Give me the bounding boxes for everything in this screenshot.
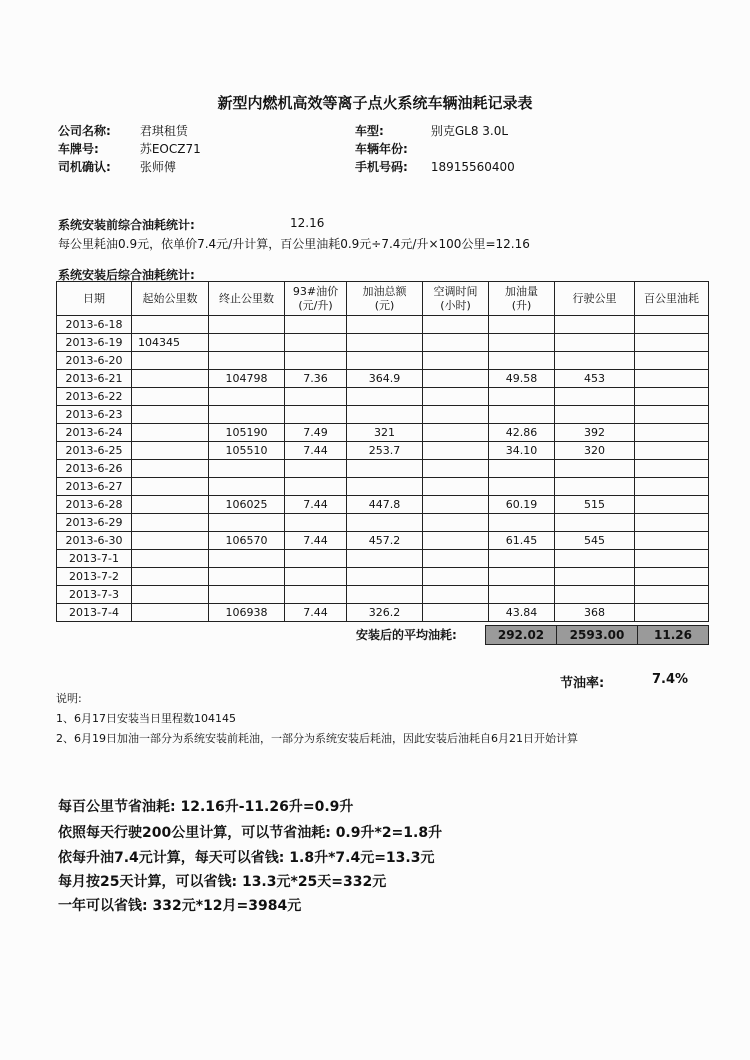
cell-ac-time <box>423 370 489 388</box>
cell-per100 <box>635 586 709 604</box>
cell-total <box>347 334 423 352</box>
cell-per100 <box>635 406 709 424</box>
cell-end-km: 106570 <box>209 532 285 550</box>
cell-ac-time <box>423 550 489 568</box>
cell-price <box>285 460 347 478</box>
cell-distance: 368 <box>555 604 635 622</box>
cell-date: 2013-6-18 <box>57 316 132 334</box>
cell-start-km <box>132 478 209 496</box>
cell-start-km <box>132 496 209 514</box>
cell-end-km: 105190 <box>209 424 285 442</box>
cell-start-km <box>132 568 209 586</box>
cell-fuel: 42.86 <box>489 424 555 442</box>
cell-end-km: 106025 <box>209 496 285 514</box>
cell-date: 2013-6-20 <box>57 352 132 370</box>
cell-ac-time <box>423 568 489 586</box>
cell-total <box>347 352 423 370</box>
table-row <box>57 352 709 370</box>
cell-total <box>347 388 423 406</box>
cell-ac-time <box>423 514 489 532</box>
cell-price <box>285 478 347 496</box>
cell-distance <box>555 352 635 370</box>
table-row <box>57 334 709 352</box>
company-label: 公司名称: <box>58 124 111 138</box>
table-row <box>57 370 709 388</box>
cell-start-km <box>132 442 209 460</box>
cell-ac-time <box>423 406 489 424</box>
cell-fuel <box>489 550 555 568</box>
driver-row <box>58 158 176 175</box>
cell-distance: 453 <box>555 370 635 388</box>
cell-fuel <box>489 352 555 370</box>
cell-per100 <box>635 478 709 496</box>
table-row <box>57 478 709 496</box>
before-formula: 每公里耗油0.9元，依单价7.4元/升计算，百公里油耗0.9元÷7.4元/升×100公里=12.16 <box>58 237 530 251</box>
cell-total: 447.8 <box>347 496 423 514</box>
header-distance: 行驶公里 <box>555 282 635 316</box>
cell-total <box>347 316 423 334</box>
cell-total <box>347 406 423 424</box>
cell-ac-time <box>423 316 489 334</box>
cell-date: 2013-7-3 <box>57 586 132 604</box>
cell-fuel <box>489 514 555 532</box>
cell-end-km <box>209 388 285 406</box>
cell-end-km <box>209 406 285 424</box>
note-item: 2、6月19日加油一部分为系统安装前耗油，一部分为系统安装后耗油，因此安装后油耗自6月21日开始计算 <box>56 732 578 745</box>
cell-per100 <box>635 460 709 478</box>
plate-value: 苏EOCZ71 <box>139 142 201 156</box>
year-label: 车辆年份: <box>355 142 408 156</box>
model-row <box>355 122 508 139</box>
cell-date: 2013-6-30 <box>57 532 132 550</box>
cell-per100 <box>635 532 709 550</box>
cell-distance: 545 <box>555 532 635 550</box>
fuel-log-table <box>56 281 709 622</box>
cell-end-km: 105510 <box>209 442 285 460</box>
table-row <box>57 586 709 604</box>
cell-ac-time <box>423 388 489 406</box>
cell-date: 2013-6-19 <box>57 334 132 352</box>
cell-start-km <box>132 424 209 442</box>
cell-date: 2013-6-29 <box>57 514 132 532</box>
cell-end-km <box>209 514 285 532</box>
calc-line: 每百公里节省油耗: 12.16升-11.26升=0.9升 <box>58 799 354 815</box>
cell-per100 <box>635 514 709 532</box>
cell-fuel: 43.84 <box>489 604 555 622</box>
table-row <box>57 406 709 424</box>
table-row <box>57 388 709 406</box>
notes-title: 说明: <box>56 692 82 705</box>
cell-total <box>347 550 423 568</box>
table-row <box>57 316 709 334</box>
cell-distance <box>555 406 635 424</box>
cell-fuel: 61.45 <box>489 532 555 550</box>
cell-per100 <box>635 568 709 586</box>
header-end-km: 终止公里数 <box>209 282 285 316</box>
table-row <box>57 568 709 586</box>
cell-ac-time <box>423 532 489 550</box>
calc-line: 依照每天行驶200公里计算，可以节省油耗: 0.9升*2=1.8升 <box>58 825 443 841</box>
cell-ac-time <box>423 478 489 496</box>
table-header-row <box>57 282 709 316</box>
cell-distance <box>555 478 635 496</box>
cell-start-km <box>132 388 209 406</box>
cell-start-km: 104345 <box>132 334 209 352</box>
cell-fuel: 34.10 <box>489 442 555 460</box>
cell-date: 2013-6-28 <box>57 496 132 514</box>
average-label: 安装后的平均油耗: <box>356 628 457 642</box>
plate-row <box>58 140 201 157</box>
document-title: 新型内燃机高效等离子点火系统车辆油耗记录表 <box>217 94 533 112</box>
calc-line: 依每升油7.4元计算，每天可以省钱: 1.8升*7.4元=13.3元 <box>58 850 435 866</box>
phone-label: 手机号码: <box>355 160 408 174</box>
cell-end-km <box>209 316 285 334</box>
table-row <box>57 514 709 532</box>
cell-price: 7.36 <box>285 370 347 388</box>
cell-fuel <box>489 568 555 586</box>
header-start-km: 起始公里数 <box>132 282 209 316</box>
cell-end-km <box>209 352 285 370</box>
cell-end-km: 106938 <box>209 604 285 622</box>
cell-start-km <box>132 406 209 424</box>
header-ac-time: 空调时间 (小时) <box>423 282 489 316</box>
cell-end-km <box>209 334 285 352</box>
cell-total: 364.9 <box>347 370 423 388</box>
cell-price <box>285 388 347 406</box>
cell-per100 <box>635 550 709 568</box>
cell-start-km <box>132 514 209 532</box>
cell-ac-time <box>423 424 489 442</box>
table-row <box>57 604 709 622</box>
cell-distance: 320 <box>555 442 635 460</box>
before-label: 系统安装前综合油耗统计: <box>58 218 195 232</box>
cell-total <box>347 478 423 496</box>
cell-start-km <box>132 352 209 370</box>
phone-row <box>355 158 515 175</box>
cell-distance <box>555 550 635 568</box>
cell-fuel <box>489 388 555 406</box>
cell-price <box>285 514 347 532</box>
cell-start-km <box>132 604 209 622</box>
cell-price: 7.44 <box>285 496 347 514</box>
cell-per100 <box>635 334 709 352</box>
cell-per100 <box>635 604 709 622</box>
cell-per100 <box>635 442 709 460</box>
cell-start-km <box>132 532 209 550</box>
saving-rate-value: 7.4% <box>652 672 689 687</box>
cell-start-km <box>132 460 209 478</box>
cell-date: 2013-7-2 <box>57 568 132 586</box>
saving-rate-label: 节油率: <box>560 676 605 691</box>
cell-distance: 515 <box>555 496 635 514</box>
cell-price <box>285 550 347 568</box>
cell-total <box>347 568 423 586</box>
cell-start-km <box>132 550 209 568</box>
cell-end-km: 104798 <box>209 370 285 388</box>
cell-fuel <box>489 406 555 424</box>
cell-price <box>285 352 347 370</box>
note-item: 1、6月17日安装当日里程数104145 <box>56 712 236 725</box>
cell-fuel <box>489 586 555 604</box>
header-per100: 百公里油耗 <box>635 282 709 316</box>
phone-value: 18915560400 <box>430 160 515 174</box>
cell-end-km <box>209 550 285 568</box>
cell-distance: 392 <box>555 424 635 442</box>
cell-date: 2013-6-24 <box>57 424 132 442</box>
table-row <box>57 442 709 460</box>
cell-ac-time <box>423 460 489 478</box>
header-price: 93#油价 (元/升) <box>285 282 347 316</box>
cell-date: 2013-6-25 <box>57 442 132 460</box>
cell-fuel <box>489 316 555 334</box>
cell-fuel <box>489 334 555 352</box>
table-row <box>57 424 709 442</box>
cell-distance <box>555 334 635 352</box>
cell-date: 2013-7-4 <box>57 604 132 622</box>
cell-distance <box>555 316 635 334</box>
cell-ac-time <box>423 352 489 370</box>
table-row <box>57 496 709 514</box>
cell-price <box>285 334 347 352</box>
company-row <box>58 122 188 139</box>
calc-line: 一年可以省钱: 332元*12月=3984元 <box>58 898 302 914</box>
cell-ac-time <box>423 496 489 514</box>
cell-date: 2013-6-26 <box>57 460 132 478</box>
header-date: 日期 <box>57 282 132 316</box>
cell-ac-time <box>423 604 489 622</box>
cell-price <box>285 586 347 604</box>
after-label: 系统安装后综合油耗统计: <box>58 268 195 282</box>
model-value: 别克GL8 3.0L <box>430 124 509 138</box>
cell-per100 <box>635 388 709 406</box>
average-fuel: 292.02 <box>485 625 557 645</box>
cell-fuel: 49.58 <box>489 370 555 388</box>
cell-total: 326.2 <box>347 604 423 622</box>
cell-per100 <box>635 370 709 388</box>
cell-start-km <box>132 370 209 388</box>
driver-value: 张师傅 <box>139 160 176 174</box>
table-row <box>57 550 709 568</box>
cell-date: 2013-6-21 <box>57 370 132 388</box>
cell-price <box>285 316 347 334</box>
cell-date: 2013-6-27 <box>57 478 132 496</box>
cell-ac-time <box>423 586 489 604</box>
cell-per100 <box>635 352 709 370</box>
cell-end-km <box>209 478 285 496</box>
driver-label: 司机确认: <box>58 160 111 174</box>
cell-ac-time <box>423 334 489 352</box>
cell-distance <box>555 388 635 406</box>
cell-end-km <box>209 586 285 604</box>
before-value: 12.16 <box>290 216 325 230</box>
cell-fuel <box>489 460 555 478</box>
cell-fuel <box>489 478 555 496</box>
model-label: 车型: <box>355 124 384 138</box>
cell-start-km <box>132 316 209 334</box>
header-total: 加油总额 (元) <box>347 282 423 316</box>
cell-distance <box>555 514 635 532</box>
table-row <box>57 460 709 478</box>
cell-total <box>347 586 423 604</box>
cell-date: 2013-6-23 <box>57 406 132 424</box>
cell-end-km <box>209 460 285 478</box>
cell-total: 457.2 <box>347 532 423 550</box>
header-fuel: 加油量 (升) <box>489 282 555 316</box>
cell-per100 <box>635 316 709 334</box>
cell-total: 321 <box>347 424 423 442</box>
cell-total <box>347 514 423 532</box>
cell-price: 7.44 <box>285 442 347 460</box>
cell-ac-time <box>423 442 489 460</box>
average-per100: 11.26 <box>637 625 709 645</box>
cell-distance <box>555 460 635 478</box>
cell-date: 2013-7-1 <box>57 550 132 568</box>
cell-date: 2013-6-22 <box>57 388 132 406</box>
cell-end-km <box>209 568 285 586</box>
table-row <box>57 532 709 550</box>
cell-price: 7.49 <box>285 424 347 442</box>
calc-line: 每月按25天计算，可以省钱: 13.3元*25天=332元 <box>58 874 387 890</box>
plate-label: 车牌号: <box>58 142 99 156</box>
cell-price <box>285 568 347 586</box>
cell-fuel: 60.19 <box>489 496 555 514</box>
cell-total: 253.7 <box>347 442 423 460</box>
cell-start-km <box>132 586 209 604</box>
cell-price: 7.44 <box>285 604 347 622</box>
cell-total <box>347 460 423 478</box>
average-km: 2593.00 <box>556 625 638 645</box>
cell-per100 <box>635 424 709 442</box>
cell-price <box>285 406 347 424</box>
year-row <box>355 140 431 157</box>
company-value: 君琪租赁 <box>139 124 188 138</box>
cell-price: 7.44 <box>285 532 347 550</box>
cell-distance <box>555 586 635 604</box>
cell-distance <box>555 568 635 586</box>
cell-per100 <box>635 496 709 514</box>
